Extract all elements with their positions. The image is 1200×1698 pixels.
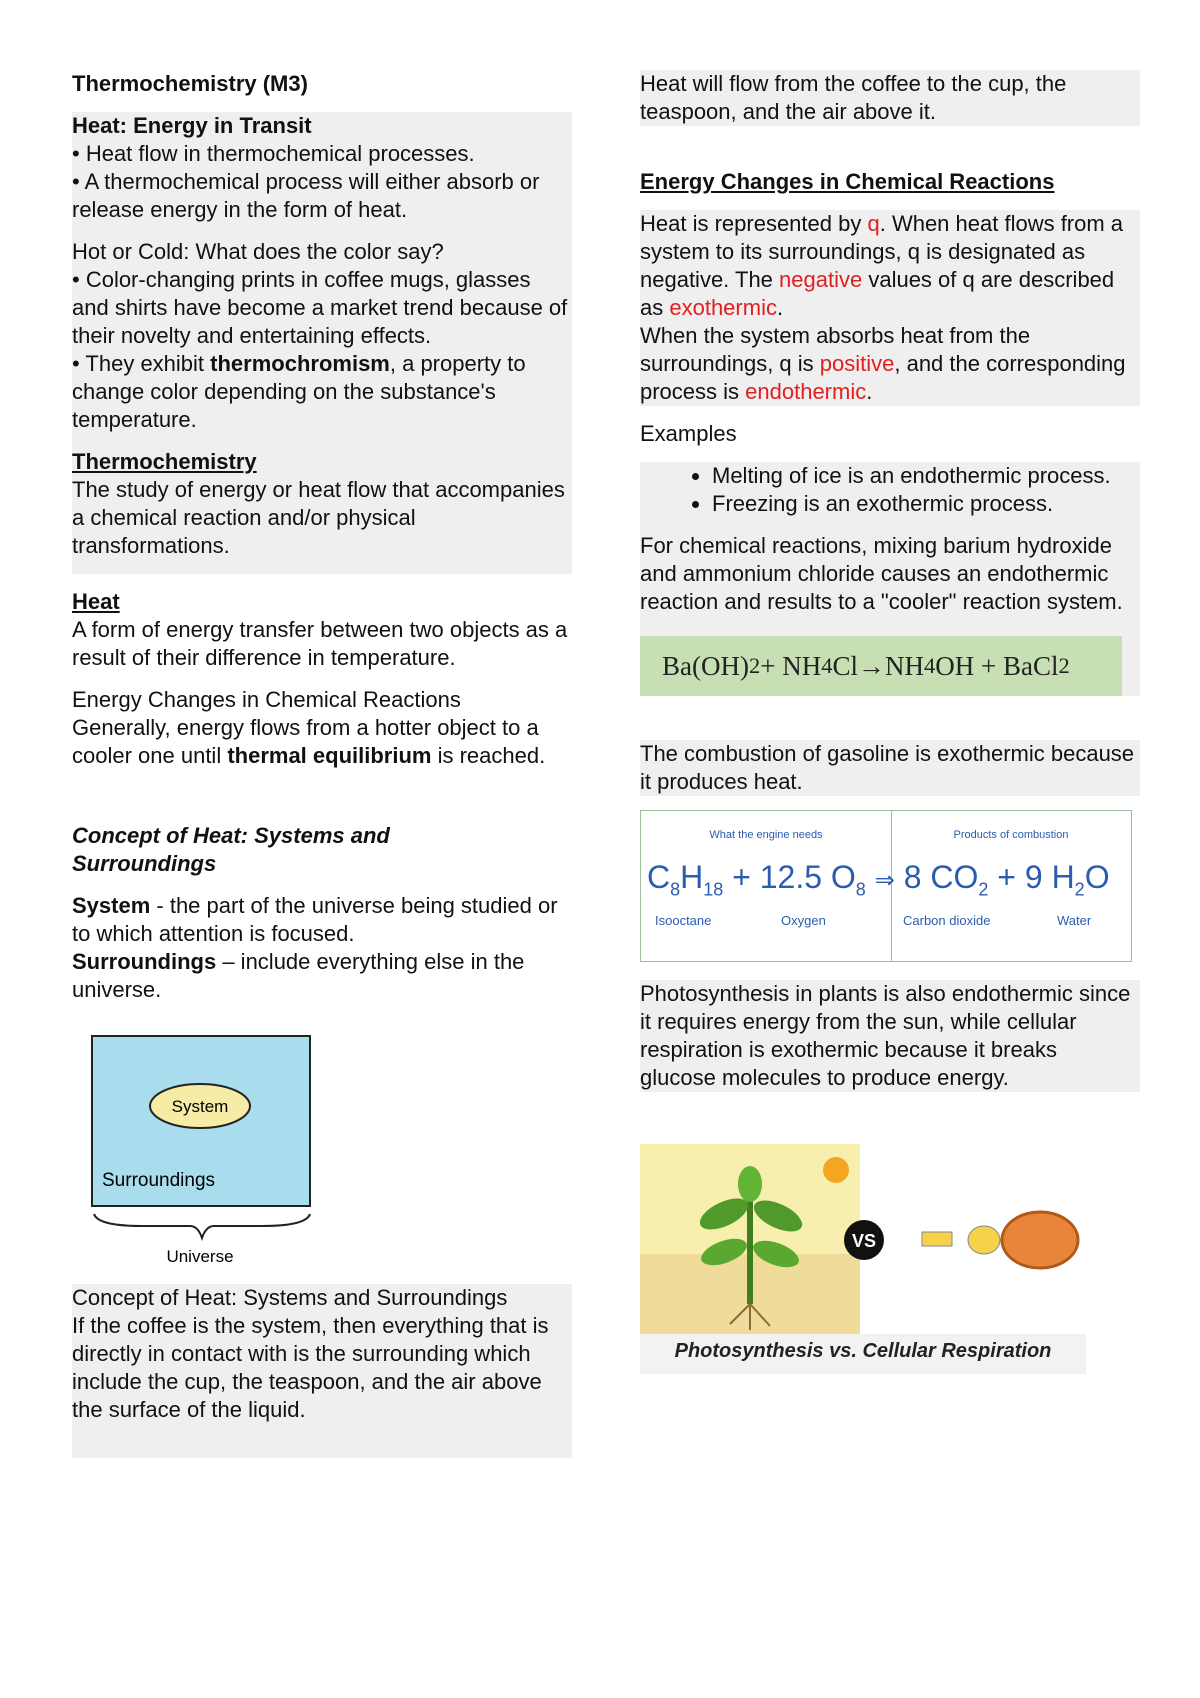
text-span: values of q are described as bbox=[640, 267, 1115, 320]
concept-heading: Concept of Heat: Systems and Surroundings bbox=[72, 823, 390, 876]
left-column bbox=[72, 70, 572, 1458]
heat-q-paragraph bbox=[640, 210, 1136, 322]
formula-part: H bbox=[680, 859, 704, 895]
gasoline-text: The combustion of gasoline is exothermic because it produces heat. bbox=[640, 741, 1135, 794]
barium-text: For chemical reactions, mixing barium hydroxide and ammonium chloride causes an endothermic reaction and results to a "cooler" reaction system. bbox=[640, 533, 1123, 614]
text-span: . When heat flows from a system to its surroundings, q is designated as negative. The bbox=[640, 211, 1124, 292]
surroundings-term: Surroundings bbox=[72, 949, 217, 974]
system-label: System bbox=[171, 1097, 229, 1116]
concept-example-text: If the coffee is the system, then everything that is directly in contact with is the surrounding which include the cup, the teaspoon, and the air above the surface of the liquid. bbox=[72, 1313, 549, 1422]
exothermic-term: exothermic bbox=[669, 295, 777, 320]
q-term: q bbox=[867, 211, 880, 236]
isooctane-label: Isooctane bbox=[655, 913, 712, 928]
text-span: When the system absorbs heat from the surroundings, q is bbox=[640, 323, 1031, 376]
photosynthesis-figure bbox=[640, 1144, 1086, 1374]
mitochondrion-icon bbox=[1002, 1212, 1078, 1268]
sun-icon bbox=[823, 1157, 849, 1183]
text-span: • They exhibit bbox=[72, 351, 211, 376]
arrow-icon: → bbox=[857, 650, 885, 681]
formula-sub: 8 bbox=[670, 879, 681, 900]
formula-sub: 2 bbox=[748, 653, 761, 678]
oxygen-label: Oxygen bbox=[781, 913, 826, 928]
list-item: • Freezing is an exothermic process. bbox=[712, 490, 1140, 518]
text-span: . bbox=[866, 379, 873, 404]
cycle-icon bbox=[968, 1226, 1000, 1254]
heat-transit-line: • Heat flow in thermochemical processes. bbox=[72, 141, 475, 166]
formula-sub: 2 bbox=[1074, 879, 1085, 900]
formula-part: NH bbox=[884, 650, 924, 681]
formula-sub: 4 bbox=[821, 653, 833, 678]
text-span: - the part of the universe being studied or to which attention is focused. bbox=[72, 893, 558, 946]
heat-definition: A form of energy transfer between two objects as a result of their difference in temperature. bbox=[72, 617, 568, 670]
energy-changes-heading: Energy Changes in Chemical Reactions bbox=[640, 169, 1055, 194]
text-span: Heat is represented by bbox=[640, 211, 868, 236]
formula-sub: 2 bbox=[1058, 653, 1070, 678]
formula-sub: 18 bbox=[703, 879, 724, 900]
document-title: Thermochemistry (M3) bbox=[72, 71, 308, 96]
combustion-equation bbox=[647, 859, 1110, 900]
right-intro-text: Heat will flow from the coffee to the cup, the teaspoon, and the air above it. bbox=[640, 71, 1067, 124]
formula-part: Ba(OH) bbox=[662, 650, 749, 681]
thermochromism-term: thermochromism bbox=[210, 351, 390, 376]
energy-changes-title: Energy Changes in Chemical Reactions bbox=[72, 687, 461, 712]
right-intro-section bbox=[640, 70, 1140, 126]
leaf-icon bbox=[738, 1166, 762, 1202]
endothermic-term: endothermic bbox=[745, 379, 867, 404]
engine-needs-label: What the engine needs bbox=[709, 829, 823, 841]
heat-transit-section bbox=[72, 112, 572, 574]
barium-formula bbox=[640, 636, 1122, 696]
text-span: , and the corresponding process is bbox=[640, 351, 1126, 404]
text-span: Generally, energy flows from a hotter object to a cooler one until bbox=[72, 715, 539, 768]
hot-cold-question: Hot or Cold: What does the color say? bbox=[72, 239, 444, 264]
list-item: • Melting of ice is an endothermic process. bbox=[712, 462, 1140, 490]
formula-part: + 9 H bbox=[997, 859, 1075, 895]
formula-sub: 8 bbox=[855, 879, 866, 900]
text-span: , a property to change color depending on the substance's temperature. bbox=[72, 351, 526, 432]
surroundings-definition bbox=[72, 948, 572, 1004]
text-span: is reached. bbox=[431, 743, 546, 768]
examples-list bbox=[640, 462, 1140, 518]
system-definition bbox=[72, 892, 572, 948]
absorb-paragraph bbox=[640, 322, 1136, 406]
photosynthesis-illustration bbox=[640, 1144, 1086, 1334]
glycolysis-box bbox=[922, 1232, 952, 1246]
thermal-equilibrium-term: thermal equilibrium bbox=[227, 743, 432, 768]
photosynthesis-caption: Photosynthesis vs. Cellular Respiration bbox=[674, 1340, 1052, 1362]
examples-section bbox=[640, 462, 1140, 696]
formula-part: OH + BaCl bbox=[935, 650, 1059, 681]
hot-cold-bullet bbox=[72, 350, 568, 434]
universe-label: Universe bbox=[166, 1247, 234, 1266]
system-term: System bbox=[72, 893, 151, 918]
photosynthesis-text: Photosynthesis in plants is also endothermic since it requires energy from the sun, while cellular respiration is exothermic because it breaks glucose molecules to produce energy. bbox=[640, 981, 1131, 1090]
water-label: Water bbox=[1057, 913, 1092, 928]
thermochemistry-definition: The study of energy or heat flow that accompanies a chemical reaction and/or physical transformations. bbox=[72, 477, 565, 558]
formula-sub: 2 bbox=[978, 879, 989, 900]
formula-part: O bbox=[1084, 859, 1110, 895]
energy-changes-body bbox=[640, 210, 1140, 406]
heat-heading: Heat bbox=[72, 589, 120, 614]
heat-transit-line: • A thermochemical process will either absorb or release energy in the form of heat. bbox=[72, 169, 540, 222]
carbon-dioxide-label: Carbon dioxide bbox=[903, 913, 991, 928]
examples-heading: Examples bbox=[640, 421, 737, 446]
formula-part: 8 CO bbox=[903, 859, 979, 895]
formula-part: + NH bbox=[760, 650, 822, 681]
formula-sub: 4 bbox=[923, 653, 936, 678]
combustion-equation-figure bbox=[640, 810, 1132, 962]
gasoline-section bbox=[640, 740, 1140, 796]
universe-brace bbox=[94, 1214, 310, 1238]
vs-label: VS bbox=[851, 1231, 877, 1251]
hot-cold-bullet: • Color-changing prints in coffee mugs, glasses and shirts have become a market trend because of their novelty and entertaining effects. bbox=[72, 267, 568, 348]
formula-part: Cl bbox=[832, 650, 858, 681]
concept-example-section bbox=[72, 1284, 572, 1458]
heat-transit-heading: Heat: Energy in Transit bbox=[72, 113, 312, 138]
text-span: – include everything else in the universe. bbox=[72, 949, 525, 1002]
right-column bbox=[640, 70, 1140, 1374]
surroundings-label: Surroundings bbox=[102, 1170, 216, 1191]
positive-term: positive bbox=[819, 351, 895, 376]
thermochemistry-heading: Thermochemistry bbox=[72, 449, 257, 474]
formula-part: + 12.5 O bbox=[732, 859, 856, 895]
concept-example-title: Concept of Heat: Systems and Surroundings bbox=[72, 1285, 508, 1310]
arrow-icon: ⇒ bbox=[874, 867, 895, 894]
photosynthesis-section bbox=[640, 980, 1140, 1092]
energy-changes-text bbox=[72, 714, 572, 770]
text-span: . bbox=[776, 295, 784, 320]
system-surroundings-diagram bbox=[72, 1018, 332, 1268]
negative-term: negative bbox=[779, 267, 863, 292]
products-label: Products of combustion bbox=[953, 829, 1069, 841]
formula-part: C bbox=[647, 859, 671, 895]
